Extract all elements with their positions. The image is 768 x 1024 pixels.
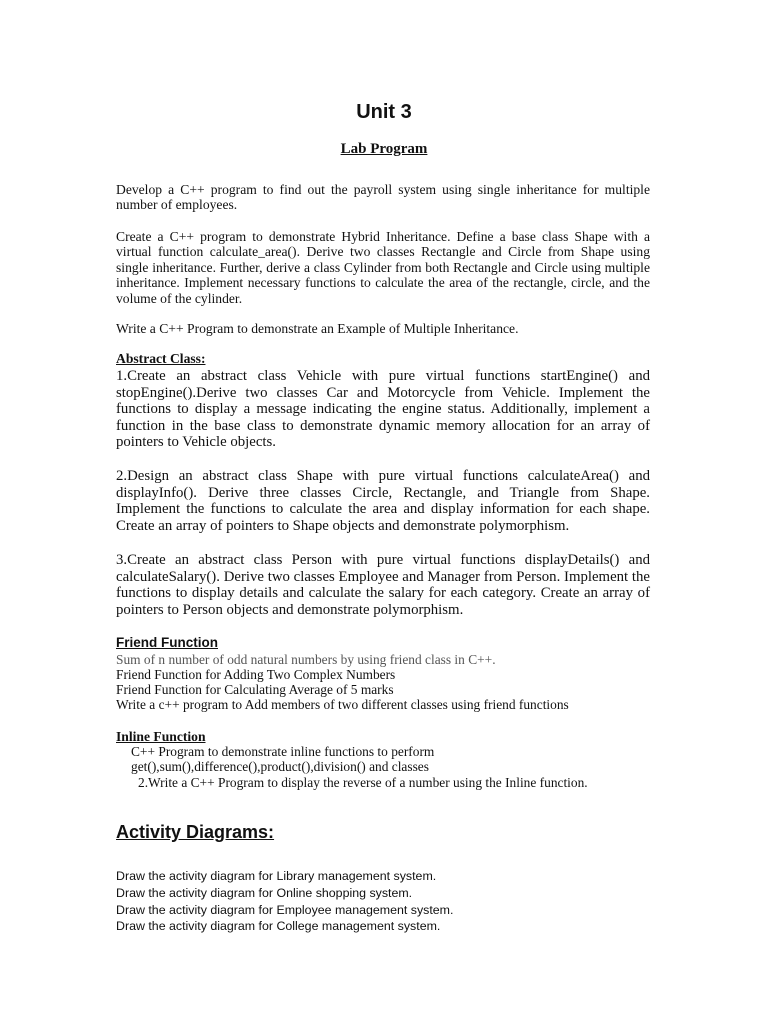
activity-item-employee: Draw the activity diagram for Employee management system. <box>116 903 454 917</box>
unit-title: Unit 3 <box>356 101 412 123</box>
friend-function-item-3: Friend Function for Calculating Average of 5 marks <box>116 682 394 697</box>
activity-item-library: Draw the activity diagram for Library management system. <box>116 869 437 883</box>
friend-function-item-1: Sum of n number of odd natural numbers by using friend class in C++. <box>116 652 496 667</box>
activity-item-online-shopping: Draw the activity diagram for Online shopping system. <box>116 886 413 900</box>
friend-function-item-4: Write a c++ program to Add members of two different classes using friend functions <box>116 697 569 712</box>
abstract-class-heading: Abstract Class: <box>116 351 206 366</box>
inline-function-item-2: get(),sum(),difference(),product(),division() and classes <box>131 759 429 774</box>
inline-function-item-1: C++ Program to demonstrate inline functions to perform <box>131 744 435 759</box>
friend-function-heading: Friend Function <box>116 635 218 650</box>
abstract-class-item-3: 3.Create an abstract class Person with pure virtual functions displayDetails() and calculateSalary(). Derive two classes Employee and Manager from Person. Implement the functions to display details and calculate the salary for each category. Create an array of pointers to Person objects and demonstrate polymorphism. <box>116 552 650 618</box>
program-payroll: Develop a C++ program to find out the payroll system using single inheritance for multiple number of employees. <box>116 182 650 213</box>
abstract-class-item-1: 1.Create an abstract class Vehicle with pure virtual functions startEngine() and stopEngine().Derive two classes Car and Motorcycle from Vehicle. Implement the functions to display a message indicating the engine status. Additionally, implement a function in the base class to demonstrate dynamic memory allocation for an array of pointers to Vehicle objects. <box>116 368 650 451</box>
activity-diagrams-heading: Activity Diagrams: <box>116 822 275 842</box>
inline-function-heading: Inline Function <box>116 729 206 744</box>
friend-function-item-2: Friend Function for Adding Two Complex Numbers <box>116 667 396 682</box>
lab-program-title: Lab Program <box>340 141 428 157</box>
abstract-class-item-2: 2.Design an abstract class Shape with pure virtual functions calculateArea() and displayInfo(). Derive three classes Circle, Rectangle, and Triangle from Shape. Implement the functions to calculate the area and display information for each shape. Create an array of pointers to Shape objects and demonstrate polymorphism. <box>116 468 650 534</box>
program-hybrid-inheritance: Create a C++ program to demonstrate Hybrid Inheritance. Define a base class Shape with a virtual function calculate_area(). Derive two classes Rectangle and Circle from Shape using single inheritance. Further, derive a class Cylinder from both Rectangle and Circle using multiple inheritance. Implement necessary functions to calculate the area of the rectangle, circle, and the volume of the cylinder. <box>116 229 650 306</box>
inline-function-item-3: 2.Write a C++ Program to display the reverse of a number using the Inline function. <box>138 775 588 790</box>
program-multiple-inheritance: Write a C++ Program to demonstrate an Example of Multiple Inheritance. <box>116 321 519 336</box>
activity-item-college: Draw the activity diagram for College management system. <box>116 919 441 933</box>
